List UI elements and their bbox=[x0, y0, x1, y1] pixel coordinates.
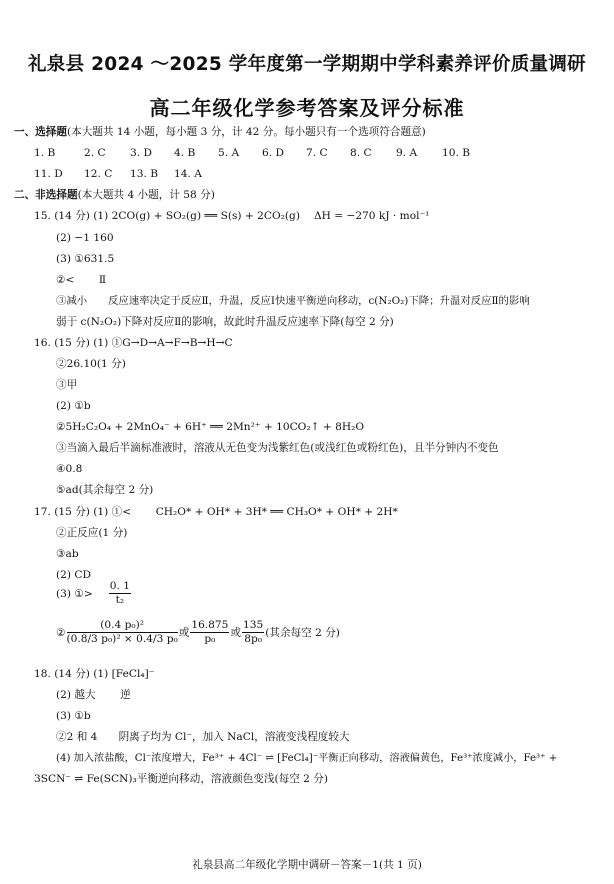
page-footer: 礼泉县高二年级化学期中调研－答案－1(共 1 页) bbox=[192, 859, 422, 871]
choice-answer: 14. A bbox=[174, 168, 202, 180]
q15-line: ②< Ⅱ bbox=[56, 274, 107, 286]
choice-answer: 10. B bbox=[442, 147, 470, 159]
q18-line: 18. (14 分) (1) [FeCl₄]⁻ bbox=[34, 668, 155, 680]
choice-answer: 3. D bbox=[130, 147, 152, 159]
or-word: 或 bbox=[178, 627, 190, 639]
document-subtitle: 高二年级化学参考答案及评分标准 bbox=[149, 96, 465, 120]
choice-answer: 4. B bbox=[174, 147, 196, 159]
kp-fraction-3 bbox=[242, 619, 264, 646]
q15-line: ③减小 反应速率决定于反应Ⅱ，升温，反应Ⅰ快速平衡逆向移动，c(N₂O₂)下降；升温对反应Ⅱ的影响 bbox=[56, 295, 530, 307]
q16-line: ②5H₂C₂O₄ + 2MnO₄⁻ + 6H⁺ ══ 2Mn²⁺ + 10CO₂↑ + 8H₂O bbox=[56, 421, 364, 433]
choice-answer: 8. C bbox=[350, 147, 372, 159]
fraction-denominator: p₀ bbox=[204, 633, 216, 645]
q18-line: (3) ①b bbox=[56, 710, 91, 722]
q15-line: 15. (14 分) (1) 2CO(g) + SO₂(g) ══ S(s) + 2CO₂(g) ΔH = −270 kJ · mol⁻¹ bbox=[34, 210, 430, 222]
q17-rate-prefix: (3) ①> bbox=[56, 587, 93, 600]
choice-answer: 13. B bbox=[130, 168, 158, 180]
kp-fraction-1 bbox=[67, 619, 178, 646]
section1-heading: 一、选择题 bbox=[14, 126, 67, 138]
choice-answer: 2. C bbox=[84, 147, 106, 159]
kp-fraction-2 bbox=[190, 619, 229, 646]
q15-line: (3) ①631.5 bbox=[56, 253, 115, 265]
fraction-denominator: (0.8/3 p₀)² × 0.4/3 p₀ bbox=[66, 633, 178, 645]
q16-line: (2) ①b bbox=[56, 400, 91, 412]
q17-kp-answer bbox=[56, 619, 340, 646]
choice-answers-row-1 bbox=[34, 147, 470, 160]
choice-answer: 1. B bbox=[34, 147, 56, 159]
q17-kp-suffix: (其余每空 2 分) bbox=[265, 627, 340, 639]
q15-line: 弱于 c(N₂O₂)下降对反应Ⅱ的影响，故此时升温反应速率下降(每空 2 分) bbox=[56, 316, 394, 328]
fraction-numerator: 0. 1 bbox=[109, 580, 130, 592]
q16-line: ③当滴入最后半滴标准液时，溶液从无色变为浅紫红色(或浅红色或粉红色)，且半分钟内不变色 bbox=[56, 442, 499, 454]
section2-header bbox=[14, 189, 215, 202]
document-title: 礼泉县 2024 ～2025 学年度第一学期期中学科素养评价质量调研 bbox=[27, 54, 586, 75]
choice-answer: 5. A bbox=[218, 147, 240, 159]
q17-rate-answer bbox=[56, 580, 132, 607]
q15-line: (2) −1 160 bbox=[56, 232, 114, 244]
q18-line: 3SCN⁻ ⇌ Fe(SCN)₃平衡逆向移动，溶液颜色变浅(每空 2 分) bbox=[34, 773, 329, 785]
q16-line: ④0.8 bbox=[56, 463, 83, 475]
choice-answer: 12. C bbox=[84, 168, 113, 180]
fraction-denominator: 8p₀ bbox=[244, 633, 262, 645]
q18-line: (2) 越大 逆 bbox=[56, 689, 131, 701]
q18-line: (4) 加入浓盐酸，Cl⁻浓度增大，Fe³⁺ + 4Cl⁻ ⇌ [FeCl₄]⁻平衡正向移动，溶液偏黄色，Fe³⁺浓度减小，Fe³⁺ + bbox=[56, 753, 558, 764]
q16-line: ②26.10(1 分) bbox=[56, 358, 126, 370]
section2-note: (本大题共 4 小题，计 58 分) bbox=[77, 189, 215, 201]
choice-answer: 11. D bbox=[34, 168, 63, 180]
rate-fraction bbox=[109, 580, 131, 607]
choice-answer: 6. D bbox=[262, 147, 284, 159]
section1-note: (本大题共 14 小题，每小题 3 分，计 42 分。每小题只有一个选项符合题意) bbox=[66, 126, 426, 138]
section2-heading: 二、非选择题 bbox=[14, 189, 78, 201]
q16-line: 16. (15 分) (1) ①G→D→A→F→B→H→C bbox=[34, 337, 233, 349]
q18-line: ②2 和 4 阴离子均为 Cl⁻，加入 NaCl，溶液变浅程度较大 bbox=[56, 731, 350, 743]
q17-line: (2) CD bbox=[56, 569, 91, 581]
q17-line: ③ab bbox=[56, 548, 79, 560]
or-word: 或 bbox=[230, 627, 241, 639]
fraction-denominator: t₂ bbox=[115, 594, 125, 606]
q16-line: ③甲 bbox=[56, 379, 78, 391]
q16-line: ⑤ad(其余每空 2 分) bbox=[56, 484, 154, 496]
q17-line: 17. (15 分) (1) ①< CH₂O* + OH* + 3H* ══ CH₃O* + OH* + 2H* bbox=[34, 506, 398, 518]
choice-answer: 7. C bbox=[306, 147, 328, 159]
choice-answers-row-2 bbox=[34, 168, 202, 181]
choice-answer: 9. A bbox=[396, 147, 418, 159]
q17-line: ②正反应(1 分) bbox=[56, 527, 128, 539]
fraction-numerator: 16.875 bbox=[191, 619, 229, 631]
fraction-numerator: 135 bbox=[243, 619, 264, 631]
fraction-numerator: (0.4 p₀)² bbox=[67, 619, 178, 633]
q17-kp-prefix: ② bbox=[56, 626, 66, 639]
section1-header bbox=[14, 126, 426, 139]
